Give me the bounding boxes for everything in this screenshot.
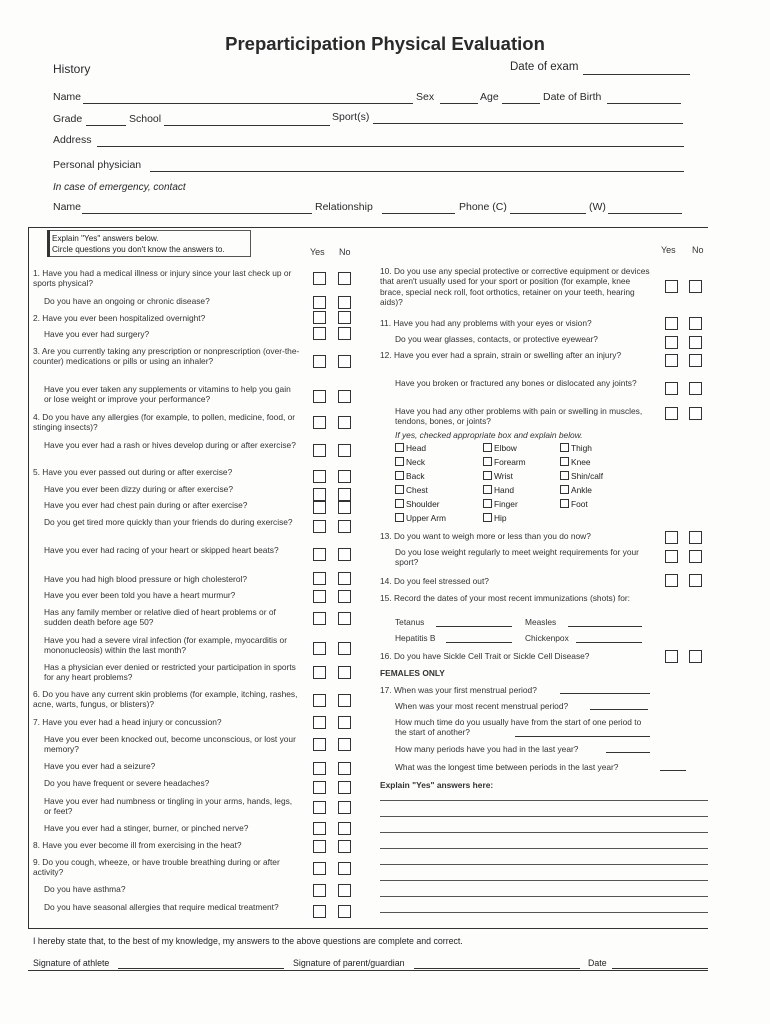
checkbox-left-20-no[interactable]	[338, 716, 351, 729]
question-left-1: 1. Have you had a medical illness or injury since your last check up or sports physical?	[33, 268, 292, 289]
explain-line-5[interactable]	[380, 864, 708, 865]
question-left-13: Have you ever had racing of your heart or skipped heart beats?	[44, 545, 279, 555]
yes-header-right: Yes	[661, 245, 676, 255]
checkbox-left-18-no[interactable]	[338, 666, 351, 679]
explain-line-2[interactable]	[380, 816, 708, 817]
sports-field[interactable]	[373, 123, 683, 124]
parent-signature-label: Signature of parent/guardian	[293, 958, 405, 968]
question-left-2: Do you have an ongoing or chronic disease?	[44, 296, 210, 306]
explain-line-6[interactable]	[380, 880, 708, 881]
grade-label: Grade	[53, 113, 83, 125]
checkbox-left-3-no[interactable]	[338, 311, 351, 324]
question-right-2: 11. Have you had any problems with your eyes or vision?	[380, 318, 592, 328]
address-label: Address	[53, 134, 92, 146]
checkbox-left-22-no[interactable]	[338, 762, 351, 775]
body-part-foot[interactable]	[560, 499, 588, 509]
body-part-label: Elbow	[494, 443, 517, 453]
checkbox-left-29-yes[interactable]	[313, 905, 326, 918]
checkbox-left-27-yes[interactable]	[313, 862, 326, 875]
checkbox-left-7-yes[interactable]	[313, 416, 326, 429]
females-only-heading: FEMALES ONLY	[380, 668, 445, 678]
phone-c-label: Phone (C)	[459, 201, 507, 213]
sex-field[interactable]	[440, 103, 478, 104]
no-header-right: No	[692, 245, 704, 255]
body-part-upper-arm[interactable]	[395, 513, 446, 523]
checkbox-left-21-yes[interactable]	[313, 738, 326, 751]
instructions-line-1: Explain "Yes" answers below.	[52, 234, 159, 243]
date-signature-label: Date	[588, 958, 607, 968]
body-part-checkbox[interactable]	[560, 485, 569, 494]
question-left-28: Do you have asthma?	[44, 884, 126, 894]
body-part-label: Wrist	[494, 471, 513, 481]
hepatitis-label: Hepatitis B	[395, 633, 436, 643]
body-part-checkbox[interactable]	[483, 457, 492, 466]
checkbox-left-25-no[interactable]	[338, 822, 351, 835]
checkbox-right-2-yes[interactable]	[665, 317, 678, 330]
body-part-checkbox[interactable]	[395, 499, 404, 508]
question-left-16: Has any family member or relative died of heart problems or of sudden death before age 50?	[44, 607, 276, 628]
checkbox-left-8-no[interactable]	[338, 444, 351, 457]
immunization-question: 15. Record the dates of your most recent immunizations (shots) for:	[380, 593, 630, 603]
checkbox-left-28-yes[interactable]	[313, 884, 326, 897]
hepatitis-field[interactable]	[446, 642, 512, 643]
body-part-hip[interactable]	[483, 513, 507, 523]
checkbox-left-15-yes[interactable]	[313, 590, 326, 603]
checkbox-left-27-no[interactable]	[338, 862, 351, 875]
first-period-field[interactable]	[560, 693, 650, 694]
checkbox-right-7-no[interactable]	[689, 531, 702, 544]
statement: I hereby state that, to the best of my knowledge, my answers to the above questions are complete and correct.	[33, 936, 463, 946]
question-left-23: Do you have frequent or severe headaches?	[44, 778, 210, 788]
question-left-14: Have you had high blood pressure or high cholesterol?	[44, 574, 247, 584]
question-left-6: Have you ever taken any supplements or vitamins to help you gain or lose weight or improve your performance?	[44, 384, 291, 405]
checkbox-left-23-yes[interactable]	[313, 781, 326, 794]
checkbox-left-1-no[interactable]	[338, 272, 351, 285]
question-right-10: 16. Do you have Sickle Cell Trait or Sickle Cell Disease?	[380, 651, 590, 661]
body-part-hand[interactable]	[483, 485, 514, 495]
body-part-label: Foot	[571, 499, 588, 509]
body-part-back[interactable]	[395, 471, 425, 481]
body-part-neck[interactable]	[395, 457, 425, 467]
checkbox-left-2-no[interactable]	[338, 296, 351, 309]
checkbox-left-5-no[interactable]	[338, 355, 351, 368]
question-right-3: Do you wear glasses, contacts, or protective eyewear?	[395, 334, 598, 344]
body-part-label: Forearm	[494, 457, 526, 467]
checkbox-right-10-yes[interactable]	[665, 650, 678, 663]
checkbox-left-10-yes[interactable]	[313, 488, 326, 501]
explain-yes-heading: Explain "Yes" answers here:	[380, 780, 494, 790]
body-part-checkbox[interactable]	[560, 499, 569, 508]
checkbox-left-8-yes[interactable]	[313, 444, 326, 457]
bottom-border	[28, 928, 708, 929]
question-right-8: Do you lose weight regularly to meet weight requirements for your sport?	[395, 547, 639, 568]
checkbox-right-4-yes[interactable]	[665, 354, 678, 367]
question-left-11: Have you ever had chest pain during or after exercise?	[44, 500, 248, 510]
checkbox-left-17-yes[interactable]	[313, 642, 326, 655]
explain-line-7[interactable]	[380, 896, 708, 897]
body-part-checkbox[interactable]	[395, 471, 404, 480]
checkbox-left-19-yes[interactable]	[313, 694, 326, 707]
body-part-head[interactable]	[395, 443, 426, 453]
sex-label: Sex	[416, 91, 435, 103]
checkbox-left-25-yes[interactable]	[313, 822, 326, 835]
body-part-shin-calf[interactable]	[560, 471, 603, 481]
body-part-forearm[interactable]	[483, 457, 526, 467]
explain-line-8[interactable]	[380, 912, 708, 913]
physician-label: Personal physician	[53, 159, 142, 171]
sports-label: Sport(s)	[332, 111, 370, 123]
date-of-exam-label: Date of exam	[510, 61, 579, 73]
no-header-left: No	[339, 247, 351, 257]
dob-field[interactable]	[607, 103, 681, 104]
chickenpox-field[interactable]	[576, 642, 642, 643]
body-part-label: Ankle	[571, 485, 592, 495]
body-part-label: Head	[406, 443, 427, 453]
question-left-25: Have you ever had a stinger, burner, or pinched nerve?	[44, 823, 249, 833]
question-left-18: Has a physician ever denied or restricted your participation in sports for any heart problems?	[44, 662, 296, 683]
body-part-finger[interactable]	[483, 499, 518, 509]
checkbox-right-10-no[interactable]	[689, 650, 702, 663]
checkbox-left-17-no[interactable]	[338, 642, 351, 655]
question-left-15: Have you ever been told you have a heart murmur?	[44, 590, 236, 600]
checkbox-right-6-yes[interactable]	[665, 407, 678, 420]
athlete-signature-field[interactable]	[118, 968, 284, 969]
checkbox-left-24-yes[interactable]	[313, 801, 326, 814]
question-left-9: 5. Have you ever passed out during or after exercise?	[33, 467, 233, 477]
body-part-checkbox[interactable]	[395, 485, 404, 494]
athlete-signature-label: Signature of athlete	[33, 958, 110, 968]
checkbox-right-5-yes[interactable]	[665, 382, 678, 395]
checkbox-left-5-yes[interactable]	[313, 355, 326, 368]
periods-count-field[interactable]	[606, 752, 650, 753]
body-part-checkbox[interactable]	[395, 443, 404, 452]
page-title: Preparticipation Physical Evaluation	[225, 33, 545, 54]
longest-time-field[interactable]	[660, 770, 686, 771]
checkbox-left-14-yes[interactable]	[313, 572, 326, 585]
parent-signature-field[interactable]	[414, 968, 580, 969]
body-part-label: Chest	[406, 485, 428, 495]
question-right-6: Have you had any other problems with pain or swelling in muscles, tendons, bones, or joints?	[395, 406, 643, 427]
body-part-checkbox[interactable]	[395, 513, 404, 522]
body-part-label: Knee	[571, 457, 591, 467]
body-part-label: Neck	[406, 457, 426, 467]
checkbox-left-14-no[interactable]	[338, 572, 351, 585]
checkbox-left-26-yes[interactable]	[313, 840, 326, 853]
checkbox-left-2-yes[interactable]	[313, 296, 326, 309]
question-left-4: Have you ever had surgery?	[44, 329, 150, 339]
body-part-checkbox[interactable]	[560, 457, 569, 466]
female-q-first-period: 17. When was your first menstrual period?	[380, 685, 537, 695]
checkbox-left-19-no[interactable]	[338, 694, 351, 707]
measles-label: Measles	[525, 617, 557, 627]
body-part-thigh[interactable]	[560, 443, 592, 453]
checkbox-left-3-yes[interactable]	[313, 311, 326, 324]
checkbox-left-24-no[interactable]	[338, 801, 351, 814]
relationship-field[interactable]	[382, 213, 455, 214]
history-heading: History	[53, 62, 91, 76]
emergency-name-label: Name	[53, 201, 82, 213]
chickenpox-label: Chickenpox	[525, 633, 569, 643]
phone-w-field[interactable]	[608, 213, 682, 214]
relationship-label: Relationship	[315, 201, 373, 213]
body-part-elbow[interactable]	[483, 443, 517, 453]
body-part-shoulder[interactable]	[395, 499, 440, 509]
emergency-name-field[interactable]	[82, 213, 312, 214]
checkbox-left-4-no[interactable]	[338, 327, 351, 340]
address-field[interactable]	[97, 146, 684, 147]
name-field[interactable]	[83, 103, 413, 104]
checkbox-right-8-no[interactable]	[689, 550, 702, 563]
body-part-checkbox[interactable]	[560, 471, 569, 480]
checkbox-right-9-no[interactable]	[689, 574, 702, 587]
measles-field[interactable]	[568, 626, 642, 627]
instructions-line-2: Circle questions you don't know the answers to.	[52, 245, 225, 254]
checkbox-left-13-yes[interactable]	[313, 548, 326, 561]
body-part-checkbox[interactable]	[483, 513, 492, 522]
checkbox-left-6-no[interactable]	[338, 390, 351, 403]
checkbox-left-11-yes[interactable]	[313, 501, 326, 514]
checkbox-right-7-yes[interactable]	[665, 531, 678, 544]
question-left-17: Have you had a severe viral infection (for example, myocarditis or mononucleosis) within the last month?	[44, 635, 287, 656]
question-left-12: Do you get tired more quickly than your friends do during exercise?	[44, 517, 293, 527]
female-q-time-between: How much time do you usually have from the start of one period to the start of another?	[395, 717, 642, 738]
tetanus-field[interactable]	[436, 626, 512, 627]
signature-border	[28, 970, 708, 971]
body-part-label: Finger	[494, 499, 518, 509]
female-q-recent-period: When was your most recent menstrual period?	[395, 701, 569, 711]
question-left-10: Have you ever been dizzy during or after exercise?	[44, 484, 234, 494]
left-border	[28, 227, 29, 928]
body-part-checkbox[interactable]	[483, 485, 492, 494]
question-left-26: 8. Have you ever become ill from exercising in the heat?	[33, 840, 242, 850]
body-part-checkbox[interactable]	[483, 471, 492, 480]
school-label: School	[129, 113, 162, 125]
question-left-21: Have you ever been knocked out, become unconscious, or lost your memory?	[44, 734, 296, 755]
emergency-heading: In case of emergency, contact	[53, 182, 186, 193]
body-part-ankle[interactable]	[560, 485, 592, 495]
date-signature-field[interactable]	[612, 968, 708, 969]
question-left-8: Have you ever had a rash or hives develop during or after exercise?	[44, 440, 296, 450]
body-part-label: Hip	[494, 513, 507, 523]
age-field[interactable]	[502, 103, 540, 104]
name-label: Name	[53, 91, 82, 103]
checkbox-left-16-yes[interactable]	[313, 612, 326, 625]
body-part-checkbox[interactable]	[483, 443, 492, 452]
checkbox-left-23-no[interactable]	[338, 781, 351, 794]
body-part-checkbox[interactable]	[483, 499, 492, 508]
checkbox-right-4-no[interactable]	[689, 354, 702, 367]
checkbox-right-3-yes[interactable]	[665, 336, 678, 349]
checkbox-left-13-no[interactable]	[338, 548, 351, 561]
body-part-checkbox[interactable]	[395, 457, 404, 466]
body-part-wrist[interactable]	[483, 471, 513, 481]
checkbox-right-8-yes[interactable]	[665, 550, 678, 563]
checkbox-left-1-yes[interactable]	[313, 272, 326, 285]
checkbox-left-12-no[interactable]	[338, 520, 351, 533]
school-field[interactable]	[164, 125, 330, 126]
top-border	[28, 227, 708, 228]
body-part-chest[interactable]	[395, 485, 428, 495]
checkbox-left-4-yes[interactable]	[313, 327, 326, 340]
question-left-27: 9. Do you cough, wheeze, or have trouble breathing during or after activity?	[33, 857, 280, 878]
checkbox-left-22-yes[interactable]	[313, 762, 326, 775]
question-right-7: 13. Do you want to weigh more or less than you do now?	[380, 531, 591, 541]
body-part-label: Hand	[494, 485, 515, 495]
checkbox-left-20-yes[interactable]	[313, 716, 326, 729]
body-part-checkbox[interactable]	[560, 443, 569, 452]
female-q-longest: What was the longest time between periods in the last year?	[395, 762, 619, 772]
yes-header-left: Yes	[310, 247, 325, 257]
checkbox-left-12-yes[interactable]	[313, 520, 326, 533]
explain-line-3[interactable]	[380, 832, 708, 833]
checkbox-left-16-no[interactable]	[338, 612, 351, 625]
explain-line-1[interactable]	[380, 800, 708, 801]
age-label: Age	[480, 91, 499, 103]
body-part-label: Shin/calf	[571, 471, 604, 481]
checkbox-right-2-no[interactable]	[689, 317, 702, 330]
body-part-label: Thigh	[571, 443, 592, 453]
question-left-19: 6. Do you have any current skin problems (for example, itching, rashes, acne, warts, fungus, or blisters)?	[33, 689, 298, 710]
body-part-knee[interactable]	[560, 457, 591, 467]
checkbox-left-10-no[interactable]	[338, 488, 351, 501]
checkbox-left-21-no[interactable]	[338, 738, 351, 751]
checkbox-left-11-no[interactable]	[338, 501, 351, 514]
phone-c-field[interactable]	[510, 213, 586, 214]
body-part-label: Shoulder	[406, 499, 440, 509]
checkbox-left-28-no[interactable]	[338, 884, 351, 897]
checkbox-right-3-no[interactable]	[689, 336, 702, 349]
question-right-5: Have you broken or fractured any bones or dislocated any joints?	[395, 378, 637, 388]
question-left-24: Have you ever had numbness or tingling in your arms, hands, legs, or feet?	[44, 796, 293, 817]
checkbox-left-6-yes[interactable]	[313, 390, 326, 403]
female-q-periods-count: How many periods have you had in the last year?	[395, 744, 579, 754]
checkbox-left-9-no[interactable]	[338, 470, 351, 483]
question-left-29: Do you have seasonal allergies that require medical treatment?	[44, 902, 279, 912]
checkbox-right-9-yes[interactable]	[665, 574, 678, 587]
question-left-22: Have you ever had a seizure?	[44, 761, 156, 771]
body-part-label: Upper Arm	[406, 513, 447, 523]
question-right-4: 12. Have you ever had a sprain, strain or swelling after an injury?	[380, 350, 622, 360]
physician-field[interactable]	[150, 171, 684, 172]
phone-w-label: (W)	[589, 201, 606, 213]
body-part-note: If yes, checked appropriate box and explain below.	[395, 430, 583, 440]
checkbox-right-1-yes[interactable]	[665, 280, 678, 293]
checkbox-left-26-no[interactable]	[338, 840, 351, 853]
checkbox-left-7-no[interactable]	[338, 416, 351, 429]
checkbox-right-1-no[interactable]	[689, 280, 702, 293]
explain-line-4[interactable]	[380, 848, 708, 849]
recent-period-field[interactable]	[590, 709, 648, 710]
grade-field[interactable]	[86, 125, 126, 126]
checkbox-right-5-no[interactable]	[689, 382, 702, 395]
question-right-9: 14. Do you feel stressed out?	[380, 576, 489, 586]
checkbox-left-15-no[interactable]	[338, 590, 351, 603]
instructions-box	[47, 230, 251, 257]
checkbox-left-29-no[interactable]	[338, 905, 351, 918]
dob-label: Date of Birth	[543, 91, 602, 103]
body-part-label: Back	[406, 471, 425, 481]
question-right-1: 10. Do you use any special protective or corrective equipment or devices that aren't usually used for your sport or position (for example, knee brace, special neck roll, foot orthotics, retainer on your teeth, hearing aids)?	[380, 266, 650, 308]
question-left-5: 3. Are you currently taking any prescription or nonprescription (over-the-counter) medications or pills or using an inhaler?	[33, 346, 300, 367]
checkbox-right-6-no[interactable]	[689, 407, 702, 420]
question-left-7: 4. Do you have any allergies (for example, to pollen, medicine, food, or stinging insects)?	[33, 412, 296, 433]
question-left-20: 7. Have you ever had a head injury or concussion?	[33, 717, 222, 727]
question-left-3: 2. Have you ever been hospitalized overnight?	[33, 313, 206, 323]
tetanus-label: Tetanus	[395, 617, 425, 627]
time-between-field[interactable]	[515, 736, 650, 737]
checkbox-left-18-yes[interactable]	[313, 666, 326, 679]
date-of-exam-field[interactable]	[583, 74, 690, 75]
checkbox-left-9-yes[interactable]	[313, 470, 326, 483]
